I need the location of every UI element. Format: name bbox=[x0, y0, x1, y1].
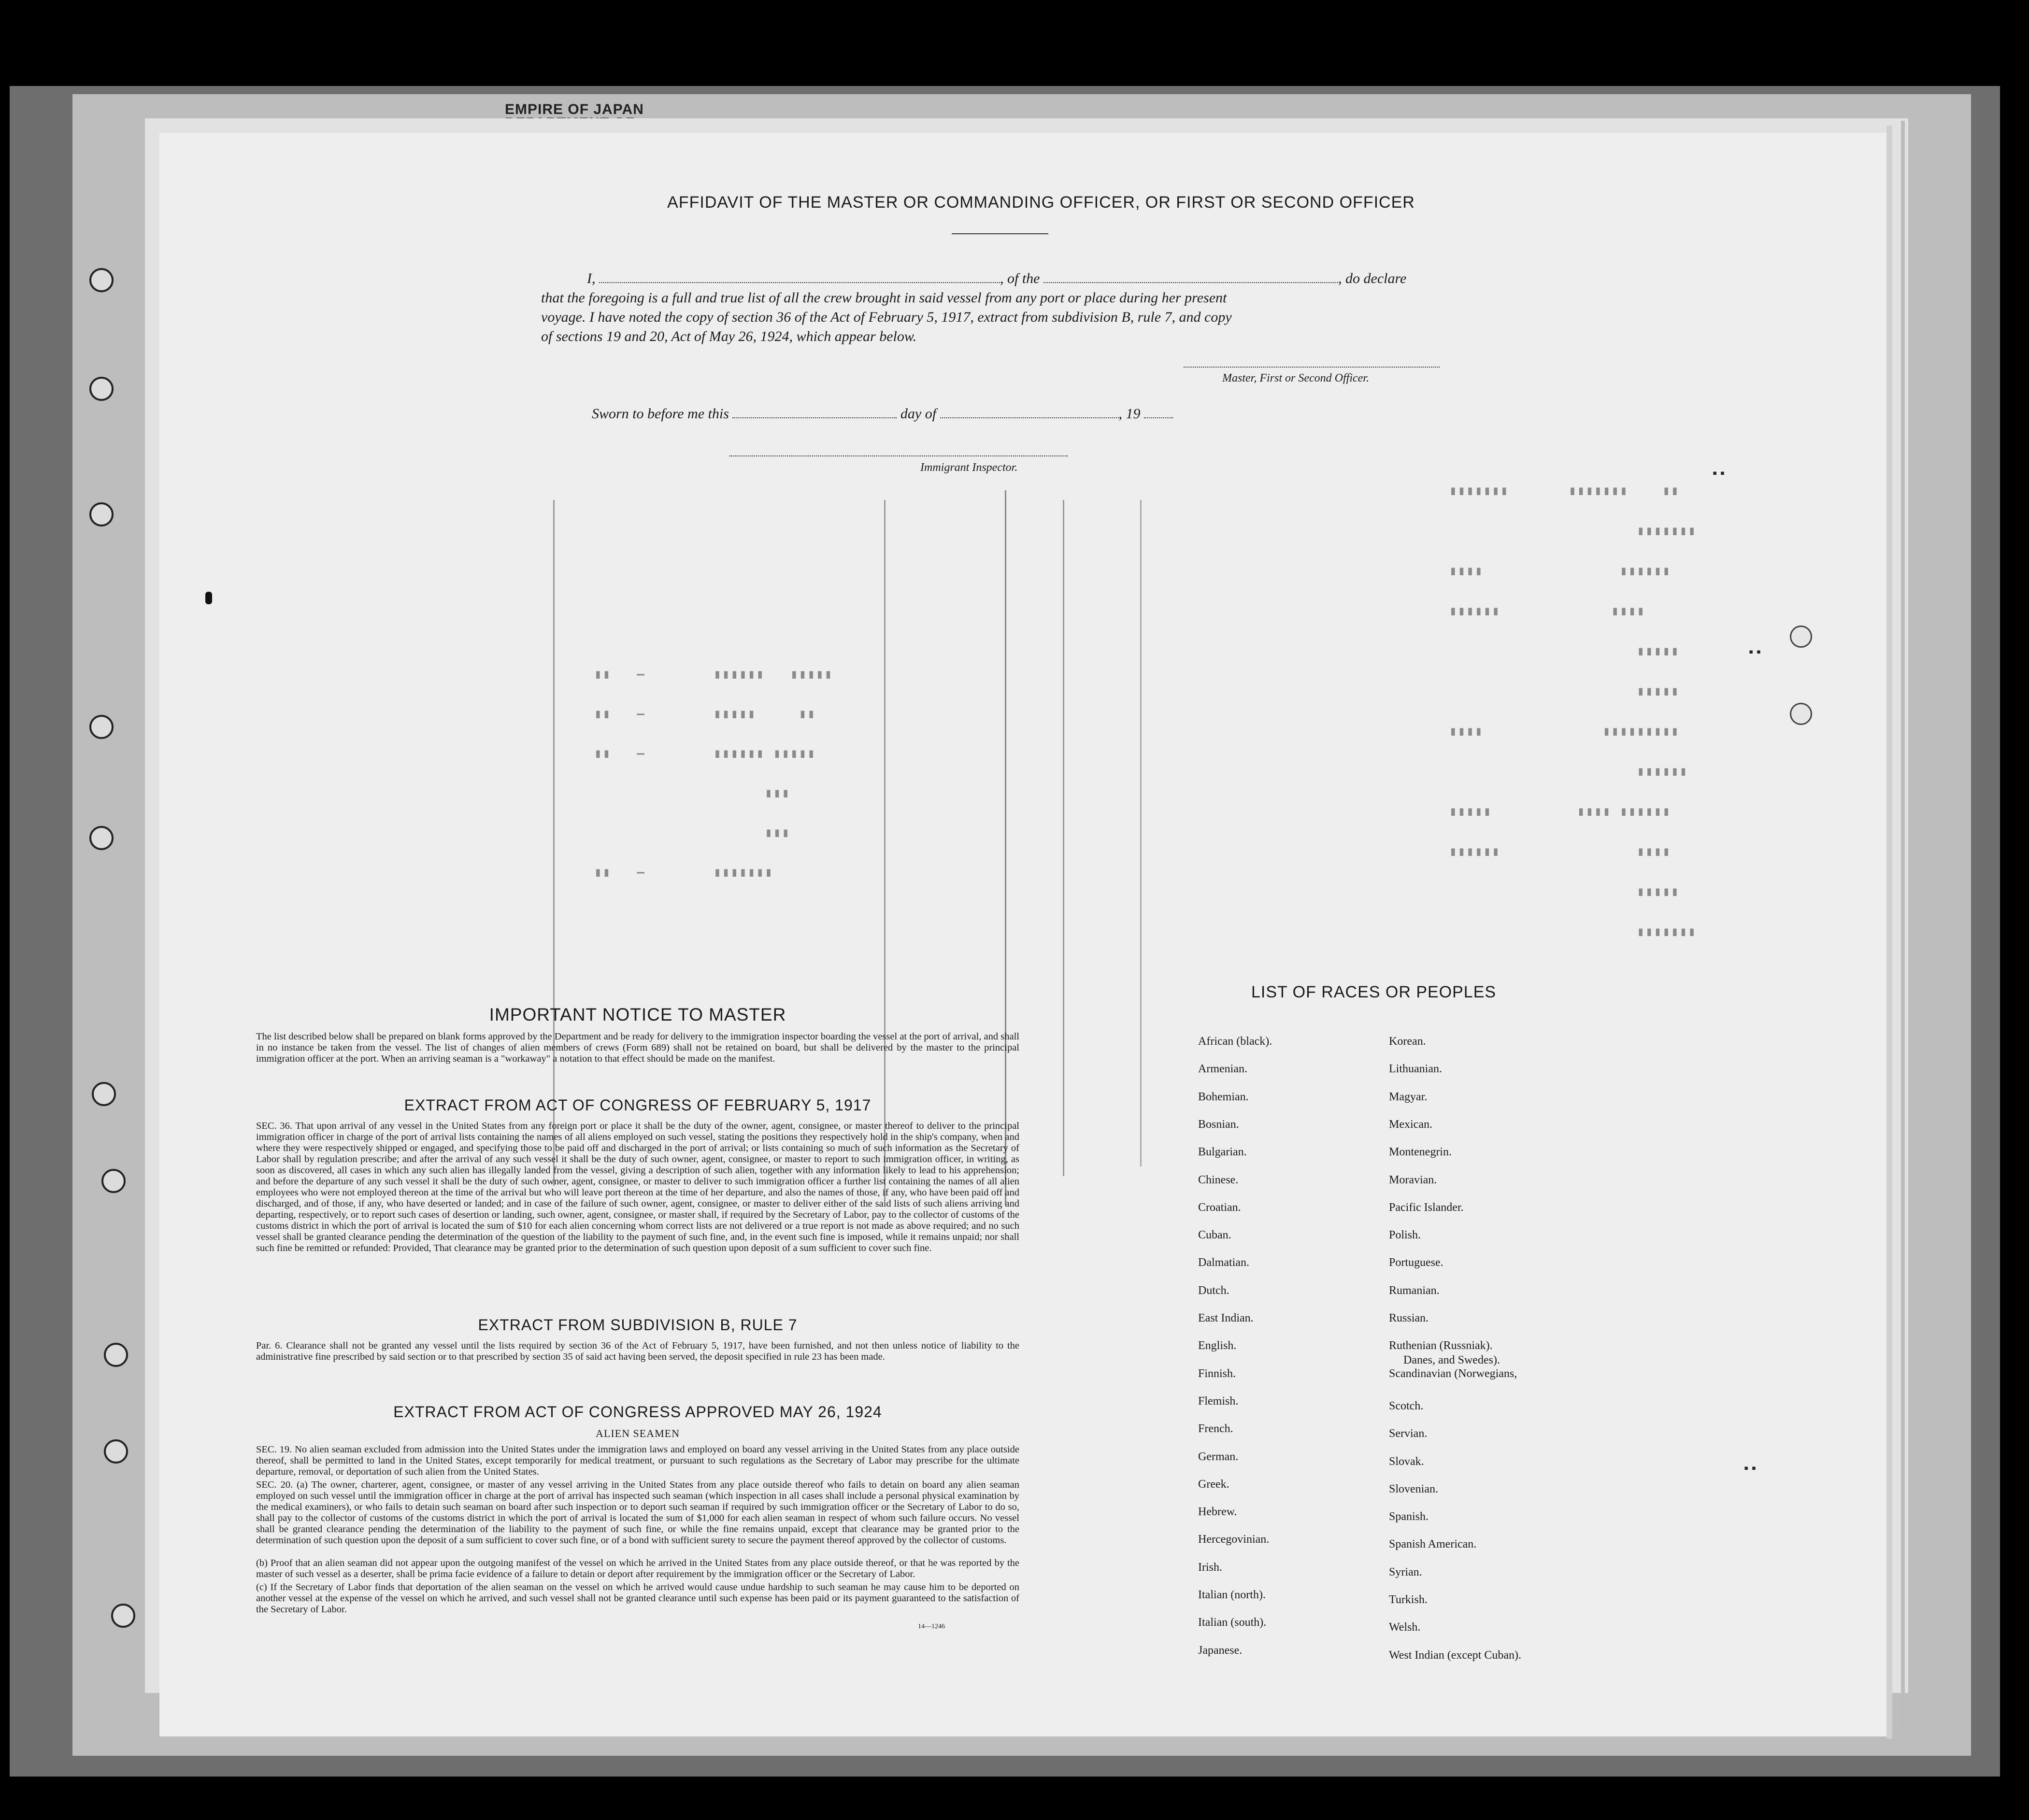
race-item: Hebrew. bbox=[1198, 1506, 1237, 1519]
race-item: Flemish. bbox=[1198, 1394, 1239, 1408]
extract-1924-sec20a: SEC. 20. (a) The owner, charterer, agent, consignee, or master of any vessel arriving in the United States from any place outside thereof who fails to detain on board any alien seaman employed on such vessel until the immigration officer in charge at the port of arrival has inspected such seaman (which inspection in all cases shall include a personal physical examination by the medical examiners), or who fails to detain such seaman on board after such inspection or to deport such seaman if required by such immigration officer or the Secretary of Labor to do so, shall pay to the collector of customs of the customs district in which the port of arrival is located the sum of $1,000 for each alien seaman in respect of whom such failure occurs. No vessel shall be granted clearance pending the determination of the liability to the payment of such fine, or while the fine remains unpaid, except that clearance may be granted prior to the determination of such question upon the deposit of a sum sufficient to cover such fine, or of a bond with sufficient surety to secure the payment thereof approved by the collector of customs. bbox=[256, 1479, 1019, 1546]
inspector-signature-label: Immigrant Inspector. bbox=[920, 461, 1018, 474]
master-signature-line bbox=[1184, 367, 1440, 368]
sworn-text: day of bbox=[900, 406, 937, 422]
race-item: Servian. bbox=[1389, 1427, 1428, 1440]
race-item: Japanese. bbox=[1198, 1644, 1243, 1657]
year-blank bbox=[1144, 407, 1173, 418]
binder-hole bbox=[92, 1082, 116, 1106]
page-edge bbox=[1901, 121, 1905, 1729]
race-item: Bosnian. bbox=[1198, 1118, 1239, 1131]
race-item: West Indian (except Cuban). bbox=[1389, 1649, 1521, 1662]
notice-text: The list described below shall be prepared on blank forms approved by the Department and be ready for delivery to the immigration inspector boarding the vessel at the port of arrival, and shall in no instance be taken from the vessel. The list of changes of alien members of crews (Form 689) shall not be retained on board, but shall be delivered by the master to the principal immigration officer at the port. When an arriving seaman is a "workaway" a notation to that effect should be made on the manifest. bbox=[256, 1031, 1019, 1064]
race-item: Spanish American. bbox=[1389, 1538, 1477, 1551]
bleed-through-names: ▮▮▮▮▮▮▮ ▮▮▮▮▮▮▮ ▮▮ ▮▮▮▮▮▮▮ ▮▮▮▮ ▮▮▮▮▮▮ ▮▮▮▮▮▮ ▮▮▮▮ ▮▮▮▮▮ ▮▮▮▮▮ ▮▮▮▮ ▮▮▮▮▮▮▮▮▮ ▮▮▮▮▮▮ ▮▮▮▮▮ ▮▮▮▮ ▮▮▮▮▮▮ ▮▮▮▮▮▮ ▮▮▮▮ ▮▮▮▮▮ ▮▮▮▮▮▮▮ bbox=[1449, 483, 1697, 939]
master-signature-label: Master, First or Second Officer. bbox=[1222, 372, 1369, 384]
side-hole bbox=[1790, 626, 1812, 648]
month-blank bbox=[940, 407, 1119, 418]
folder-tab-line: EMPIRE OF JAPAN bbox=[505, 101, 644, 117]
affidavit-text: voyage. I have noted the copy of section 36 of the Act of February 5, 1917, extract from subdivision B, rule 7, and copy bbox=[541, 309, 1232, 325]
pen-mark: ▪ ▪ bbox=[1744, 1461, 1756, 1475]
extract-rule7-title: EXTRACT FROM SUBDIVISION B, RULE 7 bbox=[478, 1316, 798, 1334]
bleed-through-codes: ▮▮ — ▮▮▮▮▮▮ ▮▮▮▮▮ ▮▮ — ▮▮▮▮▮ ▮▮ ▮▮ — ▮▮▮▮▮▮ ▮▮▮▮▮ ▮▮▮ ▮▮▮ ▮▮ — ▮▮▮▮▮▮▮ bbox=[594, 667, 833, 880]
race-item: Cuban. bbox=[1198, 1229, 1231, 1242]
binder-hole bbox=[104, 1343, 128, 1367]
bleed-through-rule bbox=[884, 500, 886, 1200]
extract-1924-sec20c: (c) If the Secretary of Labor finds that deportation of the alien seaman on the vessel on which he arrived would cause undue hardship to such seaman he may cause him to be deported on another vessel at the expense of the vessel on which he arrived, and such vessel shall not be granted clearance until such expense has been paid or its payment guaranteed to the satisfaction of the Secretary of Labor. bbox=[256, 1582, 1019, 1615]
affidavit-text: I, bbox=[587, 270, 596, 286]
sworn-text: , 19 bbox=[1118, 406, 1141, 422]
race-item: Dalmatian. bbox=[1198, 1256, 1249, 1269]
bleed-through-rule bbox=[1063, 500, 1064, 1176]
binder-hole bbox=[89, 826, 114, 850]
race-item: Mexican. bbox=[1389, 1118, 1432, 1131]
race-item: Chinese. bbox=[1198, 1173, 1239, 1186]
race-item: Ruthenian (Russniak). bbox=[1389, 1339, 1493, 1352]
form-number: 14—1246 bbox=[918, 1623, 945, 1630]
race-item: Lithuanian. bbox=[1389, 1063, 1442, 1076]
race-item: African (black). bbox=[1198, 1035, 1272, 1048]
day-blank bbox=[732, 407, 897, 418]
race-item: East Indian. bbox=[1198, 1312, 1254, 1324]
race-item: Finnish. bbox=[1198, 1367, 1236, 1380]
bleed-through-rule bbox=[553, 500, 555, 1186]
title-rule bbox=[952, 233, 1048, 234]
race-item: Scandinavian (Norwegians, bbox=[1389, 1367, 1517, 1380]
race-item: Slovak. bbox=[1389, 1455, 1424, 1468]
binder-hole bbox=[89, 377, 114, 401]
race-item: Dutch. bbox=[1198, 1284, 1229, 1297]
race-item: Welsh. bbox=[1389, 1621, 1421, 1634]
race-item: Scotch. bbox=[1389, 1399, 1424, 1412]
extract-1917-title: EXTRACT FROM ACT OF CONGRESS OF FEBRUARY 5, 1917 bbox=[404, 1096, 872, 1114]
ink-dot bbox=[205, 592, 212, 604]
extract-1924-sec19: SEC. 19. No alien seaman excluded from admission into the United States under the immigration laws and employed on board any vessel arriving in the United States from any place outside thereof, shall be permitted to land in the United States, except temporarily for medical treatment, or pursuant to such regulations as the Secretary of Labor may prescribe for the ultimate departure, removal, or deportation of such alien from the United States. bbox=[256, 1444, 1019, 1477]
race-item: Armenian. bbox=[1198, 1063, 1247, 1076]
race-item: Hercegovinian. bbox=[1198, 1533, 1270, 1546]
affidavit-declaration-line bbox=[587, 270, 1406, 287]
sworn-text: Sworn to before me this bbox=[592, 406, 729, 422]
affidavit-text: of sections 19 and 20, Act of May 26, 1924, which appear below. bbox=[541, 328, 917, 344]
race-item: Syrian. bbox=[1389, 1565, 1422, 1578]
race-item: Slovenian. bbox=[1389, 1482, 1438, 1495]
side-hole bbox=[1790, 703, 1812, 725]
race-item: Danes, and Swedes). bbox=[1403, 1354, 1500, 1367]
bleed-through-rule bbox=[1140, 500, 1142, 1166]
affidavit-text: , do declare bbox=[1338, 270, 1407, 286]
race-item: Pacific Islander. bbox=[1389, 1201, 1464, 1214]
extract-1924-title: EXTRACT FROM ACT OF CONGRESS APPROVED MAY 26, 1924 bbox=[393, 1403, 882, 1421]
affidavit-text: , of the bbox=[1000, 270, 1040, 286]
pen-mark: ▪ ▪ bbox=[1749, 645, 1761, 659]
race-item: Bulgarian. bbox=[1198, 1146, 1247, 1159]
vessel-blank bbox=[1043, 271, 1338, 283]
binder-hole bbox=[89, 715, 114, 739]
binder-hole bbox=[101, 1169, 126, 1193]
page-edge bbox=[1886, 126, 1892, 1739]
race-item: French. bbox=[1198, 1422, 1233, 1436]
race-item: Rumanian. bbox=[1389, 1284, 1440, 1297]
binder-hole bbox=[89, 502, 114, 526]
inspector-signature-line bbox=[729, 455, 1068, 456]
notice-title: IMPORTANT NOTICE TO MASTER bbox=[489, 1005, 786, 1024]
extract-rule7-text: Par. 6. Clearance shall not be granted any vessel until the lists required by section 36 of the Act of February 5, 1917, have been furnished, and not then unless notice of liability to the administrative fine prescribed by said section or to that prescribed by section 35 of said act having been served, the deposit specified in rule 23 has been made. bbox=[256, 1340, 1019, 1362]
affidavit-title: AFFIDAVIT OF THE MASTER OR COMMANDING OFFICER, OR FIRST OR SECOND OFFICER bbox=[667, 193, 1415, 212]
race-item: Russian. bbox=[1389, 1312, 1429, 1324]
race-item: English. bbox=[1198, 1339, 1237, 1352]
race-item: Moravian. bbox=[1389, 1173, 1437, 1186]
races-title: LIST OF RACES OR PEOPLES bbox=[1251, 983, 1497, 1001]
name-blank bbox=[599, 271, 1000, 283]
race-item: Italian (north). bbox=[1198, 1589, 1266, 1601]
race-item: Montenegrin. bbox=[1389, 1146, 1452, 1159]
extract-1917-text: SEC. 36. That upon arrival of any vessel in the United States from any foreign port or place it shall be the duty of the owner, agent, consignee, or master thereof to deliver to the principal immigration officer in charge of the port of arrival lists containing the names of all aliens employed on such vessel, stating the positions they respectively hold in the ship's company, when and where they were respectively shipped or engaged, and specifying those to be paid off and discharged in the port of arrival; or lists containing so much of such information as the Secretary of Labor shall by regulation prescribe; and after the arrival of any such vessel it shall be the duty of such owner, agent, consignee, or master to report to such immigration officer, in writing, as soon as discovered, all cases in which any such alien has illegally landed from the vessel, giving a description of such alien, together with any information likely to lead to his apprehension; and before the departure of any such vessel it shall be the duty of such owner, agent, consignee, or master to deliver to such immigration officer a further list containing the names of all alien employees who were not employed thereon at the time of the arrival but who will leave port thereon at the time of her departure, and also the names of those, if any, who have been paid off and discharged, and of those, if any, who have deserted or landed; and in case of the failure of such owner, agent, consignee, or master to deliver either of the said lists of such aliens arriving and departing, respectively, or to report such cases of desertion or landing, such owner, agent, consignee, or master shall, if required by the Secretary of Labor, pay to the collector of customs of the customs district in which the port of arrival is located the sum of $10 for each alien concerning whom correct lists are not delivered or a true report is not made as above required; and no such vessel shall be granted clearance pending the determination of the question of the liability to the payment of such fine, and, in the event such fine is imposed, while it remains unpaid; nor shall such fine be remitted or refunded: Provided, That clearance may be granted prior to the determination of such question upon deposit of a sum sufficient to cover such fine. bbox=[256, 1121, 1019, 1253]
affidavit-text: that the foregoing is a full and true list of all the crew brought in said vessel from any port or place during her present bbox=[541, 290, 1227, 306]
race-item: German. bbox=[1198, 1450, 1239, 1463]
form-page bbox=[159, 133, 1886, 1736]
pen-mark: ▪ ▪ bbox=[1713, 466, 1725, 480]
race-item: Korean. bbox=[1389, 1035, 1426, 1048]
binder-hole bbox=[89, 268, 114, 292]
extract-1924-subtitle: ALIEN SEAMEN bbox=[596, 1427, 680, 1439]
binder-hole bbox=[104, 1439, 128, 1464]
race-item: Turkish. bbox=[1389, 1593, 1428, 1606]
race-item: Polish. bbox=[1389, 1229, 1421, 1242]
race-item: Bohemian. bbox=[1198, 1090, 1249, 1103]
binder-hole bbox=[111, 1604, 135, 1628]
extract-1924-sec20b: (b) Proof that an alien seaman did not appear upon the outgoing manifest of the vessel on which he arrived in the United States from any place outside thereof, or that he was reported by the master of such vessel as a deserter, shall be prima facie evidence of a failure to detain or deport after requirement by the immigration officer or the Secretary of Labor. bbox=[256, 1558, 1019, 1579]
race-item: Greek. bbox=[1198, 1478, 1229, 1491]
race-item: Italian (south). bbox=[1198, 1616, 1267, 1629]
sworn-line bbox=[592, 406, 1173, 422]
race-item: Croatian. bbox=[1198, 1201, 1241, 1214]
race-item: Magyar. bbox=[1389, 1090, 1428, 1103]
race-item: Spanish. bbox=[1389, 1510, 1429, 1523]
race-item: Irish. bbox=[1198, 1561, 1222, 1574]
race-item: Portuguese. bbox=[1389, 1256, 1443, 1269]
